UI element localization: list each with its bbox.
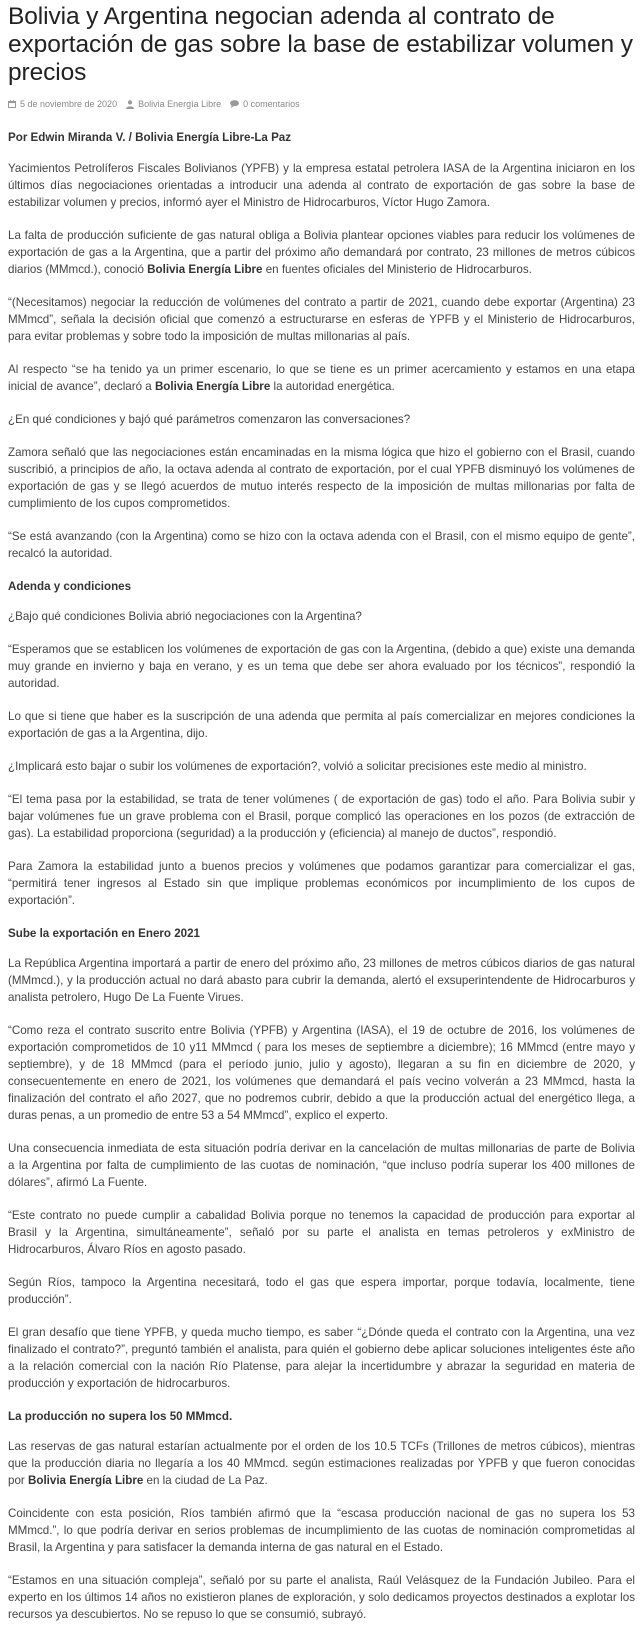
paragraph: “Este contrato no puede cumplir a cabalidad Bolivia porque no tenemos la capacidad de producción para exportar al Brasil y la Argentina, simultáneamente”, señaló por su parte el analista en temas petroleros y exMinistro de Hidrocarburos, Álvaro Ríos en agosto pasado.: [8, 1209, 635, 1256]
comment-icon: [230, 100, 239, 108]
paragraph: ¿Bajo qué condiciones Bolivia abrió negociaciones con la Argentina?: [8, 610, 362, 623]
paragraph-text: Las reservas de gas natural estarían actualmente por el orden de los 10.5 TCFs (Trillones de metros cúbicos), mientras que la producción diaria no llegaría a los 40 MMmcd. según estimaciones realizadas por YPFB y que fueron conocidas por: [8, 1440, 635, 1487]
paragraph: “Como reza el contrato suscrito entre Bolivia (YPFB) y Argentina (IASA), el 19 de octubre de 2016, los volúmenes de exportación comprometidos de 10 y11 MMmcd ( para los meses de septiembre a diciembre); 16 MMmcd (entre mayo y septiembre), y de 18 MMmcd (para el período junio, julio y agosto), llegaran a su fin en diciembre de 2020, y consecuentemente en enero de 2021, los volúmenes que demandará el país vecino volverán a 23 MMmcd, hasta la finalización del contrato el año 2027, que no podremos cubrir, debido a que la producción actual del energético llega, a duras penas, a un promedio de entre 53 a 54 MMmcd”, explico el experto.: [8, 1024, 635, 1122]
paragraph: ¿En qué condiciones y bajó qué parámetros comenzaron las conversaciones?: [8, 413, 411, 426]
paragraph: Lo que si tiene que haber es la suscripción de una adenda que permita al país comercializar en mejores condiciones la exportación de gas a la Argentina, dijo.: [8, 710, 635, 740]
paragraph: “Se está avanzando (con la Argentina) como se hizo con la octava adenda con el Brasil, con el mismo equipo de gente”, recalcó la autoridad.: [8, 530, 635, 560]
calendar-icon: [8, 100, 16, 108]
paragraph: El gran desafío que tiene YPFB, y queda mucho tiempo, es saber “¿Dónde queda el contrato con la Argentina, una vez finalizado el contrato?”, preguntó también el analista, para quién el gobierno debe aplicar soluciones inteligentes éste año a la relación comercial con la nación Río Platense, para alejar la incertidumbre y abrazar la seguridad en materia de producción y exportación de hidrocarburos.: [8, 1326, 635, 1390]
post-author[interactable]: [126, 99, 221, 109]
section-heading: Sube la exportación en Enero 2021: [8, 927, 201, 940]
article-title: Bolivia y Argentina negocian adenda al contrato de exportación de gas sobre la base de estabilizar volumen y precios: [8, 3, 633, 86]
post-meta: [8, 99, 635, 109]
post-comments-text: 0 comentarios: [243, 99, 300, 109]
paragraph: Para Zamora la estabilidad junto a buenos precios y volúmenes que podamos garantizar para comercializar el gas, “permitirá tener ingresos al Estado sin que implique problemas económicos por incumplimiento de los cupos de exportación”.: [8, 860, 635, 907]
post-author-text: Bolivia Energía Libre: [138, 99, 222, 109]
paragraph-text: en fuentes oficiales del Ministerio de Hidrocarburos.: [262, 263, 532, 276]
paragraph: Zamora señaló que las negociaciones están encaminadas en la misma lógica que hizo el gobierno con el Brasil, cuando suscribió, a principios de año, la octava adenda al contrato de exportación, por el cual YPFB disminuyó los volúmenes de exportación de gas y se llegó acuerdos de mutuo interés respecto de la imposición de multas millonarias por falta de cumplimiento de los cupos comprometidos.: [8, 446, 635, 510]
post-date-text: 5 de noviembre de 2020: [20, 99, 118, 109]
source-name: Bolivia Energía Libre: [27, 1474, 144, 1487]
paragraph: La República Argentina importará a partir de enero del próximo año, 23 millones de metros cúbicos diarios de gas natural (MMmcd.), y la producción actual no dará abasto para cubrir la demanda, alertó el exsuperintendente de Hidrocarburos y analista petrolero, Hugo De La Fuente Virues.: [8, 957, 635, 1004]
paragraph-text: la autoridad energética.: [270, 380, 395, 393]
paragraph-text: La falta de producción suficiente de gas natural obliga a Bolivia plantear opciones viables para reducir los volúmenes de exportación de gas a la Argentina, que a partir del próximo año demandará por contrato, 23 millones de metros cúbicos diarios (MMmcd.), conoció: [8, 229, 635, 276]
section-heading: La producción no supera los 50 MMmcd.: [8, 1410, 233, 1423]
paragraph: “Estamos en una situación compleja”, señaló por su parte el analista, Raúl Velásquez de la Fundación Jubileo. Para el experto en los últimos 14 años no existieron planes de exploración, y solo dedicamos proyectos destinados a explotar los recursos ya descubiertos. No se repuso lo que se consumió, subrayó.: [8, 1574, 635, 1621]
byline: Por Edwin Miranda V. / Bolivia Energía Libre-La Paz: [8, 131, 292, 144]
paragraph: “El tema pasa por la estabilidad, se trata de tener volúmenes ( de exportación de gas) todo el año. Para Bolivia subir y bajar volúmenes fue un grave problema con el Brasil, porque complicó las operaciones en los pozos (de extracción de gas). La estabilidad proporciona (seguridad) a la producción y (eficiencia) al manejo de ductos”, respondió.: [8, 793, 635, 840]
paragraph-text: Al respecto “se ha tenido ya un primer escenario, lo que se tiene es un primer acercamiento y estamos en una etapa inicial de avance”, declaró a: [8, 363, 635, 393]
paragraph: Una consecuencia inmediata de esta situación podría derivar en la cancelación de multas millonarias de parte de Bolivia a la Argentina por falta de cumplimiento de las cuotas de nominación, “que incluso podría superar los 400 millones de dólares”, afirmó La Fuente.: [8, 1142, 635, 1189]
paragraph: [8, 1438, 635, 1489]
paragraph: Según Ríos, tampoco la Argentina necesitará, todo el gas que espera importar, porque todavía, localmente, tiene producción”.: [8, 1276, 635, 1306]
paragraph: “Esperamos que se establicen los volúmenes de exportación de gas con la Argentina, (debido a que) existe una demanda muy grande en invierno y baja en verano, y es un tema que debe ser ahora evaluado por los técnicos”, respondió la autoridad.: [8, 643, 635, 690]
paragraph: “(Necesitamos) negociar la reducción de volúmenes del contrato a partir de 2021, cuando debe exportar (Argentina) 23 MMmcd”, señala la decisión oficial que comenzó a estructurarse en esferas de YPFB y el Ministerio de Hidrocarburos, para evitar problemas y sobre todo la imposición de multas millonarias al país.: [8, 296, 635, 343]
paragraph: Coincidente con esta posición, Ríos también afirmó que la “escasa producción nacional de gas no supera los 53 MMmcd.”, lo que podría derivar en serios problemas de incumplimiento de las cuotas de nominación comprometidas al Brasil, la Argentina y para satisfacer la demanda interna de gas natural en el Estado.: [8, 1507, 635, 1554]
paragraph: Yacimientos Petrolíferos Fiscales Bolivianos (YPFB) y la empresa estatal petrolera IASA de la Argentina iniciaron en los últimos días negociaciones orientadas a introducir una adenda al contrato de exportación de gas sobre la base de estabilizar volumen y precios, informó ayer el Ministro de Hidrocarburos, Víctor Hugo Zamora.: [8, 162, 635, 209]
user-icon: [126, 100, 134, 109]
paragraph: [8, 227, 635, 278]
article-body: [8, 160, 635, 1623]
section-heading: Adenda y condiciones: [8, 580, 132, 593]
source-name: Bolivia Energía Libre: [154, 380, 271, 393]
source-name: Bolivia Energía Libre: [147, 263, 263, 276]
paragraph: [8, 361, 635, 395]
post-comments[interactable]: [230, 99, 300, 109]
paragraph-text: en la ciudad de La Paz.: [143, 1474, 268, 1487]
paragraph: ¿Implicará esto bajar o subir los volúmenes de exportación?, volvió a solicitar precisiones este medio al ministro.: [8, 760, 587, 773]
post-date[interactable]: [8, 99, 117, 109]
